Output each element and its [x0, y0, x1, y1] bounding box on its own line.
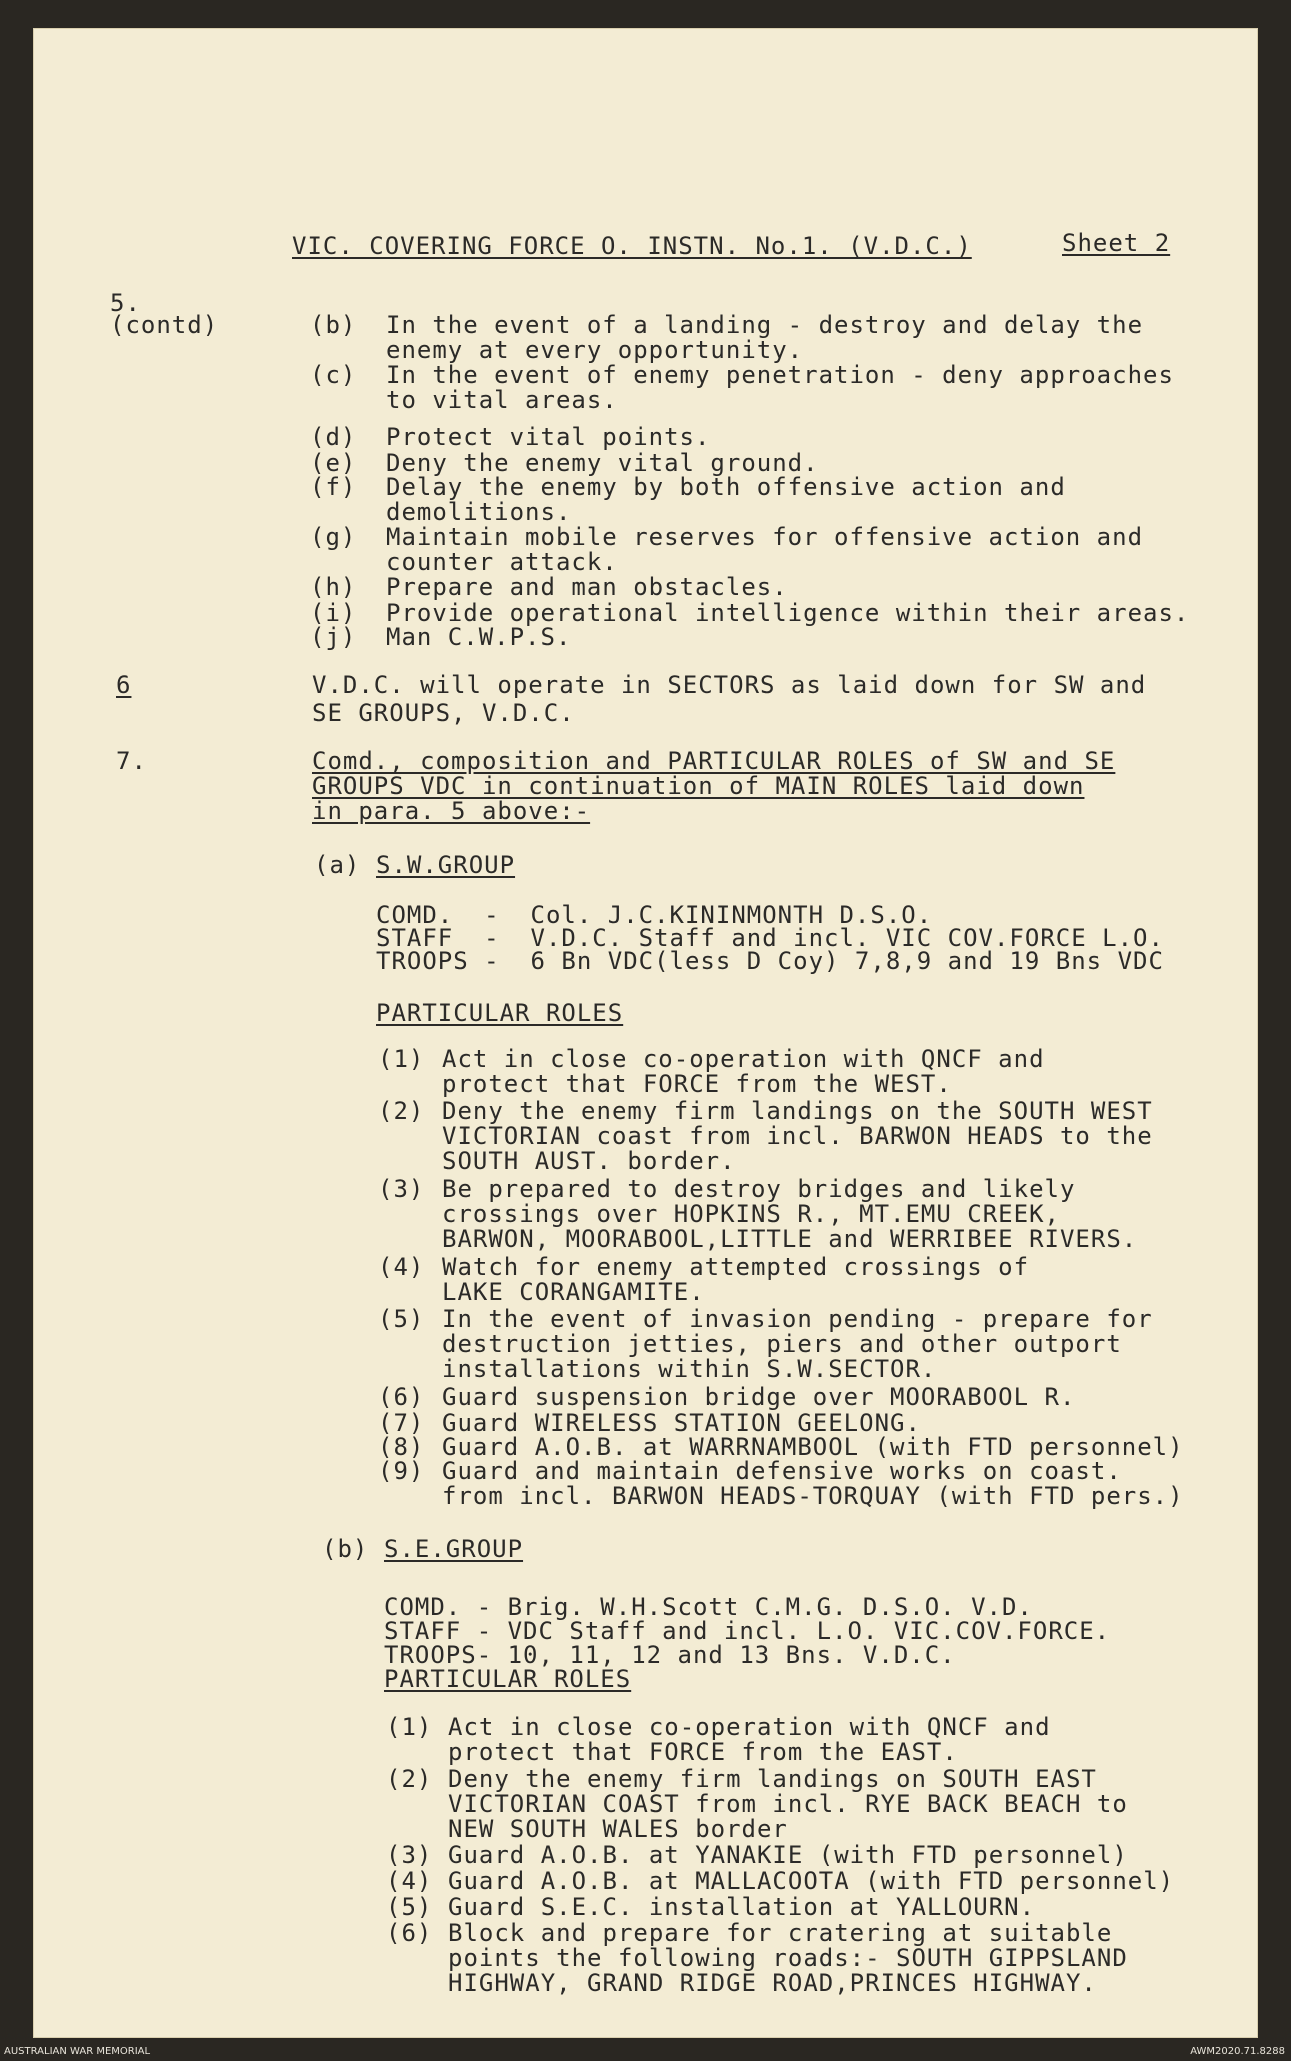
roles-title: PARTICULAR ROLES	[376, 999, 624, 1027]
role-line: crossings over HOPKINS R., MT.EMU CREEK,	[442, 1200, 1060, 1228]
role-marker: (2)	[386, 1765, 433, 1793]
group-info-line: TROOPS - 6 Bn VDC(less D Coy) 7,8,9 and 19 Bns VDC	[376, 947, 1164, 975]
item-line: Maintain mobile reserves for offensive action and	[386, 523, 1144, 551]
item-line: enemy at every opportunity.	[386, 336, 804, 364]
role-marker: (6)	[386, 1919, 433, 1947]
item-line: Protect vital points.	[386, 423, 711, 451]
group-info-line: TROOPS- 10, 11, 12 and 13 Bns. V.D.C.	[384, 1641, 956, 1669]
role-line: Watch for enemy attempted crossings of	[442, 1253, 1030, 1281]
item-marker: (d)	[310, 423, 357, 451]
role-line: protect that FORCE from the EAST.	[448, 1738, 958, 1766]
item-marker: (j)	[310, 623, 357, 651]
paragraph-number: 7.	[116, 747, 147, 775]
item-marker: (b)	[310, 311, 357, 339]
role-line: Act in close co-operation with QNCF and	[448, 1713, 1051, 1741]
role-line: BARWON, MOORABOOL,LITTLE and WERRIBEE RIVERS.	[442, 1225, 1138, 1253]
group-info-line: COMD. - Brig. W.H.Scott C.M.G. D.S.O. V.D.	[384, 1593, 1033, 1621]
role-line: Deny the enemy firm landings on SOUTH EAST	[448, 1765, 1097, 1793]
paragraph-heading-line: in para. 5 above:-	[312, 797, 591, 825]
item-line: Delay the enemy by both offensive action and	[386, 473, 1066, 501]
group-info-line: STAFF - V.D.C. Staff and incl. VIC COV.FORCE L.O.	[376, 924, 1164, 952]
group-info-line: COMD. - Col. J.C.KININMONTH D.S.O.	[376, 901, 933, 929]
role-line: Act in close co-operation with QNCF and	[442, 1045, 1045, 1073]
role-line: Guard A.O.B. at YANAKIE (with FTD personnel)	[448, 1841, 1128, 1869]
role-line: LAKE CORANGAMITE.	[442, 1278, 705, 1306]
role-marker: (7)	[378, 1409, 425, 1437]
sheet-number: Sheet 2	[1062, 229, 1171, 257]
footer-accession-number: AWM2020.71.8288	[1190, 2046, 1285, 2057]
paragraph-heading-line: GROUPS VDC in continuation of MAIN ROLES laid down	[312, 772, 1085, 800]
item-marker: (c)	[310, 361, 357, 389]
paragraph-line: V.D.C. will operate in SECTORS as laid down for SW and	[312, 671, 1147, 699]
role-line: from incl. BARWON HEADS-TORQUAY (with FTD pers.)	[442, 1482, 1184, 1510]
role-line: points the following roads:- SOUTH GIPPSLAND	[448, 1944, 1128, 1972]
group-marker: (a)	[314, 851, 361, 879]
role-marker: (5)	[378, 1305, 425, 1333]
role-line: protect that FORCE from the WEST.	[442, 1070, 952, 1098]
item-marker: (g)	[310, 523, 357, 551]
item-marker: (i)	[310, 599, 357, 627]
role-line: Guard WIRELESS STATION GEELONG.	[442, 1409, 921, 1437]
group-title: S.W.GROUP	[376, 851, 516, 879]
role-marker: (5)	[386, 1893, 433, 1921]
paragraph-heading-line: Comd., composition and PARTICULAR ROLES of SW and SE	[312, 747, 1116, 775]
role-marker: (2)	[378, 1097, 425, 1125]
group-marker: (b)	[322, 1535, 369, 1563]
paragraph-number: 6	[116, 671, 132, 699]
group-title: S.E.GROUP	[384, 1535, 524, 1563]
role-marker: (6)	[378, 1383, 425, 1411]
item-line: Man C.W.P.S.	[386, 623, 572, 651]
role-line: Block and prepare for cratering at suitable	[448, 1919, 1113, 1947]
role-line: Be prepared to destroy bridges and likely	[442, 1175, 1076, 1203]
role-marker: (8)	[378, 1433, 425, 1461]
item-marker: (h)	[310, 573, 357, 601]
item-line: Deny the enemy vital ground.	[386, 449, 819, 477]
role-line: Deny the enemy firm landings on the SOUTH WEST	[442, 1097, 1153, 1125]
role-marker: (1)	[378, 1045, 425, 1073]
role-marker: (9)	[378, 1457, 425, 1485]
role-marker: (3)	[378, 1175, 425, 1203]
role-line: installations within S.W.SECTOR.	[442, 1355, 937, 1383]
item-line: demolitions.	[386, 498, 572, 526]
item-marker: (e)	[310, 449, 357, 477]
item-line: counter attack.	[386, 548, 618, 576]
role-line: NEW SOUTH WALES border	[448, 1815, 788, 1843]
document-title: VIC. COVERING FORCE O. INSTN. No.1. (V.D.C.)	[292, 232, 972, 260]
paragraph-contd: (contd)	[110, 311, 219, 339]
item-line: Provide operational intelligence within their areas.	[386, 599, 1190, 627]
paragraph-line: SE GROUPS, V.D.C.	[312, 699, 575, 727]
item-line: In the event of enemy penetration - deny approaches	[386, 361, 1174, 389]
role-line: Guard A.O.B. at MALLACOOTA (with FTD personnel)	[448, 1867, 1175, 1895]
role-line: Guard S.E.C. installation at YALLOURN.	[448, 1893, 1036, 1921]
role-marker: (4)	[386, 1867, 433, 1895]
role-line: Guard suspension bridge over MOORABOOL R.	[442, 1383, 1076, 1411]
role-line: HIGHWAY, GRAND RIDGE ROAD,PRINCES HIGHWAY.	[448, 1969, 1097, 1997]
role-line: destruction jetties, piers and other outport	[442, 1330, 1122, 1358]
roles-title: PARTICULAR ROLES	[384, 1665, 632, 1693]
role-marker: (1)	[386, 1713, 433, 1741]
role-line: In the event of invasion pending - prepare for	[442, 1305, 1153, 1333]
role-marker: (4)	[378, 1253, 425, 1281]
role-line: SOUTH AUST. border.	[442, 1147, 736, 1175]
role-line: VICTORIAN COAST from incl. RYE BACK BEACH to	[448, 1790, 1128, 1818]
item-line: In the event of a landing - destroy and delay the	[386, 311, 1144, 339]
item-line: Prepare and man obstacles.	[386, 573, 788, 601]
item-line: to vital areas.	[386, 386, 618, 414]
group-info-line: STAFF - VDC Staff and incl. L.O. VIC.COV.FORCE.	[384, 1617, 1111, 1645]
paragraph-number: 5.	[110, 289, 141, 317]
role-line: Guard A.O.B. at WARRNAMBOOL (with FTD personnel)	[442, 1433, 1184, 1461]
item-marker: (f)	[310, 473, 357, 501]
role-marker: (3)	[386, 1841, 433, 1869]
role-line: Guard and maintain defensive works on coast.	[442, 1457, 1122, 1485]
role-line: VICTORIAN coast from incl. BARWON HEADS to the	[442, 1122, 1153, 1150]
footer-institution: AUSTRALIAN WAR MEMORIAL	[4, 2046, 151, 2057]
